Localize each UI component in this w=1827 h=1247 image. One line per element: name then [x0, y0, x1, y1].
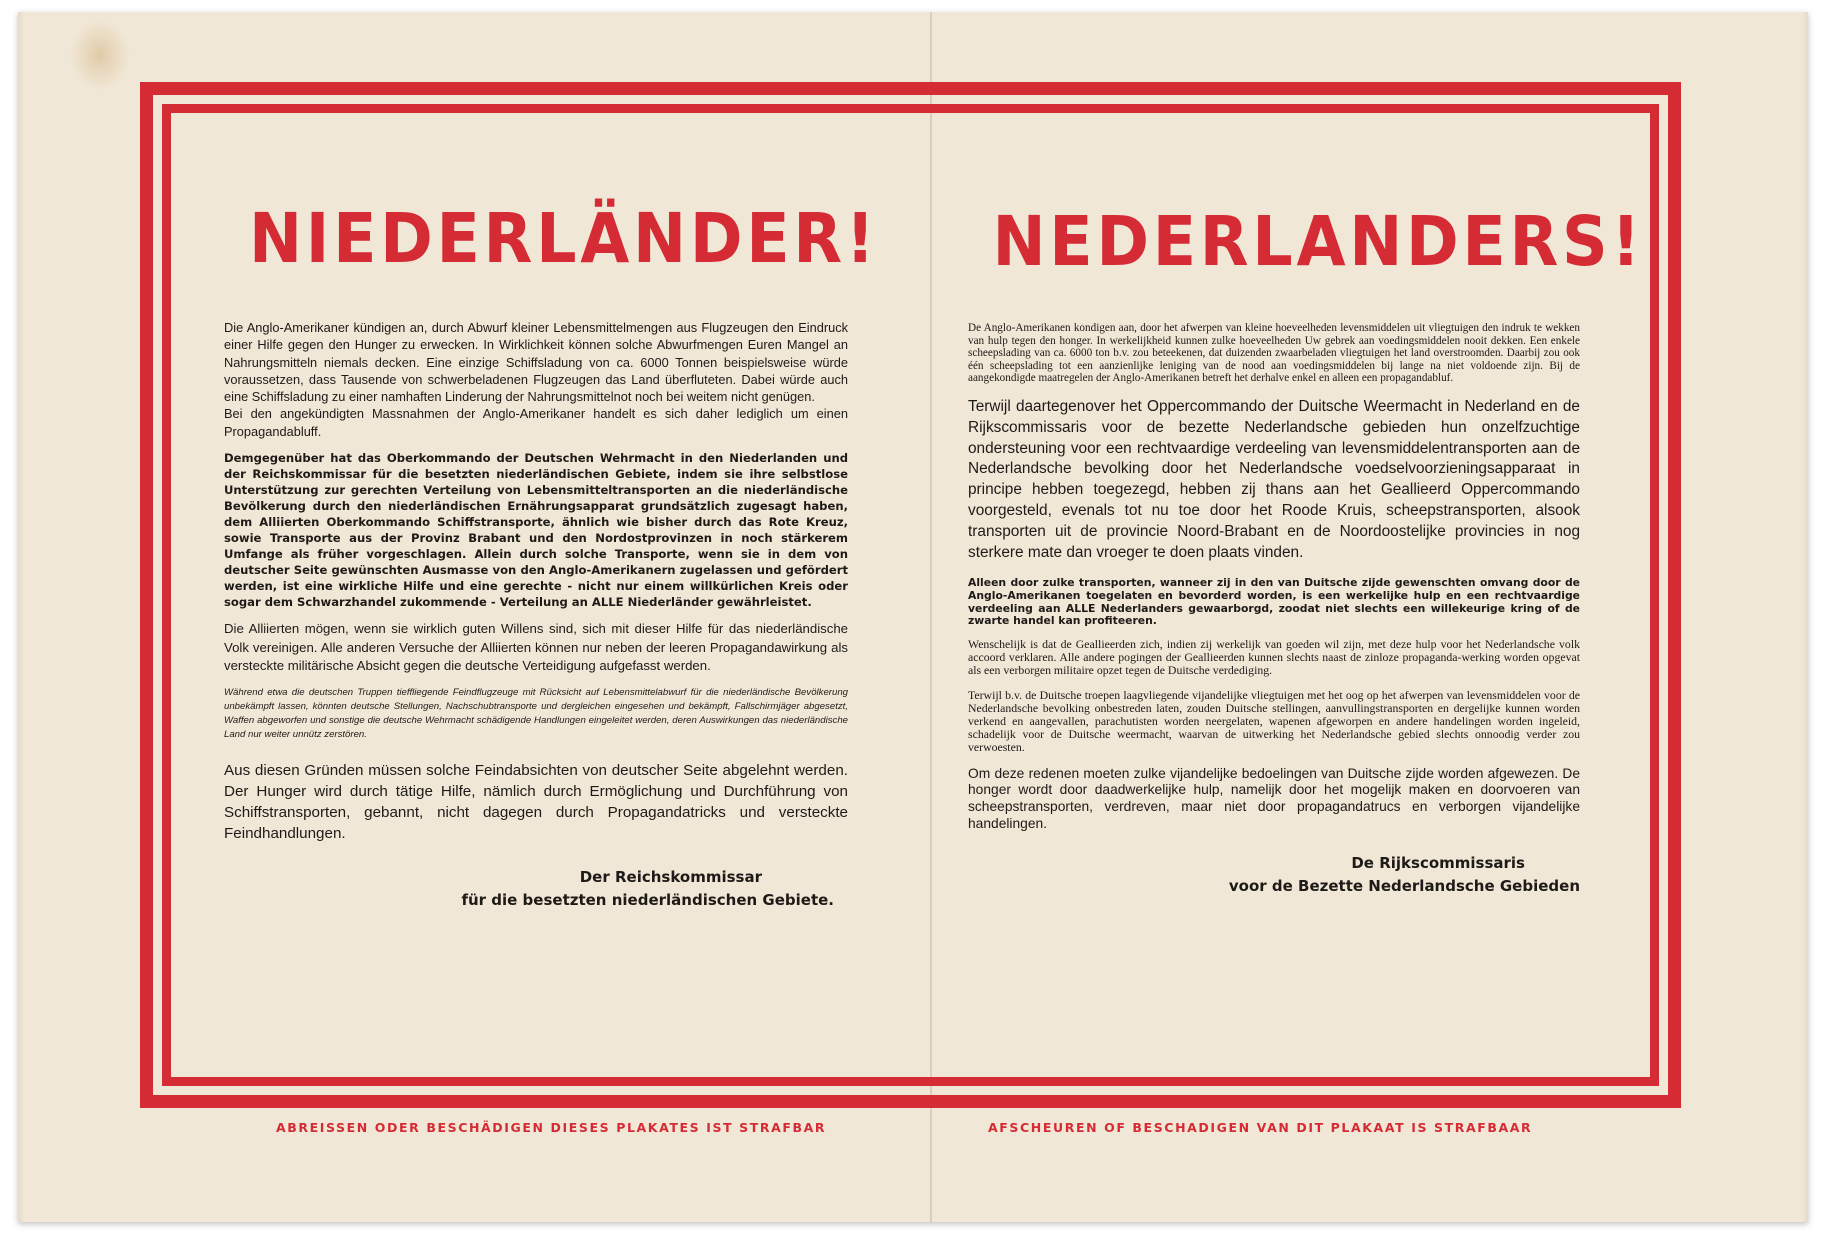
- dutch-signature-office: voor de Bezette Nederlandsche Gebieden: [1228, 877, 1580, 896]
- dutch-footer-warning: AFSCHEUREN OF BESCHADIGEN VAN DIT PLAKAAT IS STRAFBAAR: [988, 1120, 1533, 1135]
- german-paragraph-6: Aus diesen Gründen müssen solche Feindabsichten von deutscher Seite abgelehnt werden. Der Hunger wird durch tätige Hilfe, nämlich durch Ermöglichung und Durchführung von Schiffstransporten, gebannt, nicht dagegen durch Propagandatricks und versteckte Feindhandlungen.: [224, 761, 848, 842]
- german-paragraph-4: Die Alliierten mögen, wenn sie wirklich guten Willens sind, sich mit dieser Hilfe für das niederländische Volk vereinigen. Alle anderen Versuche der Alliierten können nur neben der leeren Propagandawirkung als versteckte militärische Absicht gegen die deutsche Verteidigung aufgefasst werden.: [224, 621, 848, 674]
- dutch-paragraph-1: De Anglo-Amerikanen kondigen aan, door het afwerpen van kleine hoeveelheden levensmiddelen uit vliegtuigen den indruk te wekken van hulp tegen den honger. In werkelijkheid kunnen zulke hoeveelheden Uw gebrek aan voedingsmiddelen nooit dekken. Een enkele scheepslading van ca. 6000 ton b.v. zou beteekenen, dat duizenden zwaarbeladen vliegtuigen het land overstroomden. Daarbij zou ook één scheepslading tot een aanzienlijke leniging van de nood aan voedingsmiddelen bij lange na niet voldoende zijn. Bij de aangekondigde maatregelen der Anglo-Amerikanen betreft het derhalve enkel en alleen een propagandabluf.: [968, 322, 1580, 385]
- dutch-signature: [968, 852, 1580, 898]
- dutch-paragraph-5: Terwijl b.v. de Duitsche troepen laagvliegende vijandelijke vliegtuigen met het oog op het afwerpen van levensmiddelen voor de Nederlandsche bevolking onbestreden laten, zouden Duitsche stellingen, aanvullingstransporten en dergelijke kunnen worden verkend en aangevallen, parachutisten worden neergelaten, wapenen afgeworpen en andere handelingen worden ingeleid, schadelijk voor de Duitsche weermacht, waarvan de uitwerking het Nederlandsche gebied slechts onnoodig verder zou verwoesten.: [968, 687, 1580, 754]
- dutch-signature-title: De Rijkscommissaris: [1351, 854, 1525, 873]
- german-signature-office: für die besetzten niederländischen Gebiete.: [461, 890, 834, 909]
- dutch-paragraph-2: Terwijl daartegenover het Oppercommando der Duitsche Weermacht in Nederland en de Rijkscommissaris voor de bezette Nederlandsche gebieden hun onzelfzuchtige ondersteuning voor een rechtvaardige verdeeling van levensmiddelentransporten aan de Nederlandsche bevolking door het Nederlandsche voedselvoorzieningsapparaat in principe hebben toegezegd, hebben zij thans aan het Geallieerd Oppercommando voorgesteld, evenals tot nu toe door het Roode Kruis, scheepstransporten, alsook transporten uit de provincie Noord-Brabant en de Noordoostelijke provincies in nog sterkere mate dan vroeger te doen plaats vinden.: [968, 397, 1580, 561]
- german-paragraph-2: Bei den angekündigten Massnahmen der Anglo-Amerikaner handelt es sich daher lediglich um einen Propagandabluff.: [224, 406, 848, 439]
- german-signature: [224, 866, 848, 912]
- german-paragraph-3: Demgegenüber hat das Oberkommando der Deutschen Wehrmacht in den Niederlanden und der Reichskommissar für die besetzten niederländischen Gebiete, indem sie ihre selbstlose Unterstützung zur gerechten Verteilung von Lebensmitteltransporten an die niederländische Bevölkerung durch den niederländischen Ernährungsapparat grundsätzlich zugesagt haben, dem Alliierten Oberkommando Schiffstransporte, ähnlich wie bisher durch das Rote Kreuz, sowie Transporte aus der Provinz Brabant und den Nordostprovinzen in noch stärkerem Umfange als früher vorgeschlagen. Allein durch solche Transporte, wenn sie in dem von deutscher Seite gewünschten Ausmasse von den Anglo-Amerikanern zugelassen und gefördert werden, ist eine wirkliche Hilfe und eine gerechte - nicht nur einem willkürlichen Kreis oder sogar dem Schwarzhandel zukommende - Verteilung an ALLE Niederländer gewährleistet.: [224, 451, 848, 610]
- dutch-paragraph-6: Om deze redenen moeten zulke vijandelijke bedoelingen van Duitsche zijde worden afgewezen. De honger wordt door daadwerkelijke hulp, namelijk door het mogelijk maken en doorvoeren van scheepstransporten, verdreven, maar niet door propagandatrucs en verborgen vijandelijke handelingen.: [968, 765, 1580, 831]
- german-headline: NIEDERLÄNDER!: [248, 199, 879, 279]
- dutch-headline: NEDERLANDERS!: [992, 202, 1645, 282]
- german-signature-title: Der Reichskommissar: [579, 867, 762, 886]
- dutch-column: [968, 150, 1645, 898]
- german-column: [224, 150, 879, 912]
- dutch-paragraph-4: Wenschelijk is dat de Geallieerden zich, indien zij werkelijk van goeden wil zijn, met deze hulp voor het Nederlandsche volk accoord verklaren. Alle andere pogingen der Geallieerden kunnen slechts naast de zinloze propaganda-werking worden opgevat als een verborgen militaire opzet tegen de Duitsche verdediging.: [968, 636, 1580, 677]
- german-paragraph-1: Die Anglo-Amerikaner kündigen an, durch Abwurf kleiner Lebensmittelmengen aus Flugzeugen den Eindruck einer Hilfe gegen den Hunger zu erwecken. In Wirklichkeit können solche Abwurfmengen Euren Mangel an Nahrungsmitteln niemals decken. Eine einzige Schiffsladung von ca. 6000 Tonnen beispielsweise würde voraussetzen, dass Tausende von schwerbeladenen Flugzeugen das Land überfluteten. Dabei würde auch eine Schiffsladung zu einer namhaften Linderung der Nahrungsmittelnot noch bei weitem nicht genügen.: [224, 320, 848, 405]
- german-footer-warning: ABREISSEN ODER BESCHÄDIGEN DIESES PLAKATES IST STRAFBAR: [276, 1120, 827, 1135]
- german-paragraph-5: Während etwa die deutschen Truppen tieffliegende Feindflugzeuge mit Rücksicht auf Lebensmittelabwurf für die niederländische Bevölkerung unbekämpft lassen, könnten deutsche Stellungen, Nachschubtransporte und dergleichen eingesehen und bekämpft, Fallschirmjäger abgesetzt, Waffen abgeworfen und sonstige die deutsche Wehrmacht schädigende Handlungen eingeleitet werden, deren Auswirkungen das niederländische Land nur weiter unnütz zerstören.: [224, 686, 848, 740]
- paper-stain: [70, 20, 130, 90]
- dutch-paragraph-3: Alleen door zulke transporten, wanneer zij in den van Duitsche zijde gewenschten omvang door de Anglo-Amerikanen toegelaten en bevorderd worden, is een werkelijke hulp en een rechtvaardige verdeeling aan ALLE Nederlanders gewaarborgd, zoodat niet slechts een willekeurige kring of de zwarte handel kan profiteeren.: [968, 576, 1580, 628]
